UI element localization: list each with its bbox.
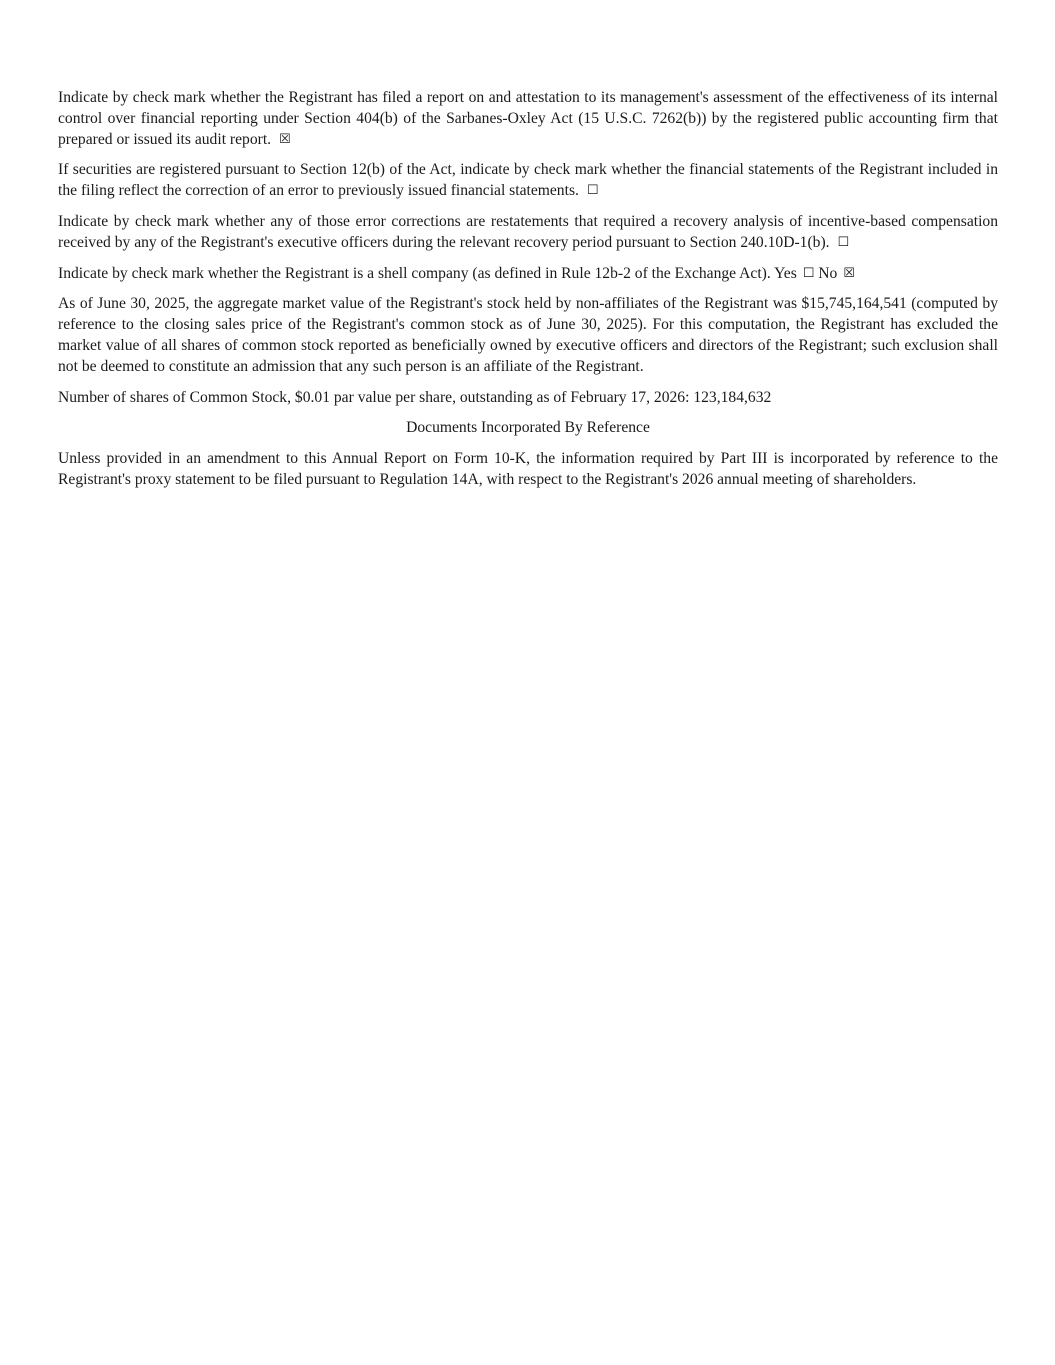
market-value-text: As of June 30, 2025, the aggregate market value of the Registrant's stock held by non-affiliates of the Registrant was $15,745,164,541 (computed by reference to the closing sales price of the Registrant's common stock as of June 30, 2025). For this computation, the Registrant has excluded the market value of all shares of common stock reported as beneficially owned by executive officers and directors of the Registrant; such exclusion shall not be deemed to constitute an admission that any such person is an affiliate of the Registrant. bbox=[58, 295, 998, 375]
error-correction-paragraph bbox=[58, 160, 998, 202]
shell-company-text: Indicate by check mark whether the Registrant is a shell company (as defined in Rule 12b-2 of the Exchange Act). bbox=[58, 264, 771, 282]
proxy-reference-paragraph bbox=[58, 449, 998, 491]
checked-checkbox-icon: ☒ bbox=[278, 131, 291, 147]
yes-unchecked-checkbox-icon: ☐ bbox=[802, 265, 815, 281]
error-correction-text: If securities are registered pursuant to Section 12(b) of the Act, indicate by check mark whether the financial statements of the Registrant included in the filing reflect the correction of an error to previously issued financial statements. bbox=[58, 161, 998, 200]
no-checked-checkbox-icon: ☒ bbox=[843, 265, 855, 281]
section-heading bbox=[58, 418, 998, 439]
auditor-attestation-paragraph bbox=[58, 88, 998, 150]
proxy-reference-text: Unless provided in an amendment to this Annual Report on Form 10-K, the information required by Part III is incorporated by reference to the Registrant's proxy statement to be filed pursuant to Regulation 14A, with respect to the Registrant's 2026 annual meeting of shareholders. bbox=[58, 450, 998, 488]
shell-company-paragraph bbox=[58, 264, 998, 285]
shares-outstanding-text: Number of shares of Common Stock, $0.01 par value per share, outstanding as of February 17, 2026: 123,184,632 bbox=[58, 388, 772, 406]
market-value-paragraph bbox=[58, 294, 998, 377]
document-page bbox=[58, 88, 998, 501]
unchecked-checkbox-icon: ☐ bbox=[837, 234, 850, 250]
shares-outstanding-paragraph bbox=[58, 388, 998, 409]
unchecked-checkbox-icon: ☐ bbox=[586, 183, 599, 199]
section-heading-text: Documents Incorporated By Reference bbox=[406, 419, 650, 437]
recovery-analysis-text: Indicate by check mark whether any of those error corrections are restatements that required a recovery analysis of incentive-based compensation received by any of the Registrant's executive officers during the relevant recovery period pursuant to Section 240.10D-1(b). bbox=[58, 212, 998, 251]
yes-label: Yes bbox=[774, 264, 797, 282]
no-label: No bbox=[818, 264, 838, 282]
recovery-analysis-paragraph bbox=[58, 212, 998, 254]
auditor-attestation-text: Indicate by check mark whether the Registrant has filed a report on and attestation to its management's assessment of the effectiveness of its internal control over financial reporting under Section 404(b) of the Sarbanes-Oxley Act (15 U.S.C. 7262(b)) by the registered public accounting firm that prepared or issued its audit report. bbox=[58, 89, 998, 148]
